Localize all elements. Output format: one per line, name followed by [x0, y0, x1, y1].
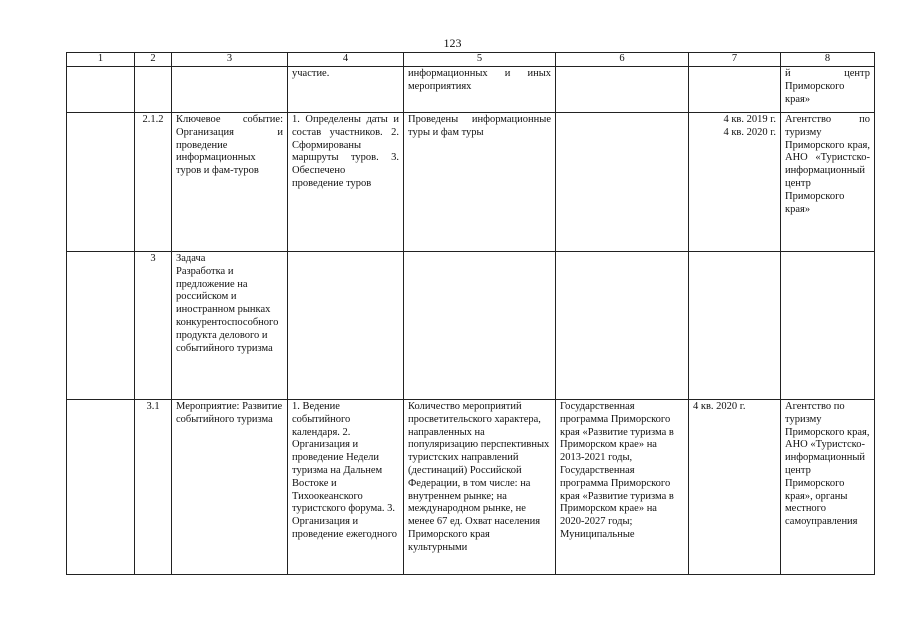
table-cell — [67, 400, 135, 575]
table-cell — [689, 67, 781, 113]
responsible-cell: Агентство по туризму Приморского края, АНО «Туристско-информационный центр Приморского края» — [781, 113, 875, 252]
table-cell — [172, 67, 288, 113]
table-cell: Проведены информационные туры и фам туры — [404, 113, 556, 252]
table-cell: Государственная программа Приморского края «Развитие туризма в Приморском крае» на 2013-2021 годы, Государственная программа Приморского края «Развитие туризма в Приморском крае» на 2020-2027 годы; Муниципальные — [556, 400, 689, 575]
task-text: Разработка и предложение на российском и иностранном рынках конкурентоспособного продукта делового и событийного туризма — [176, 265, 279, 354]
table-cell — [689, 252, 781, 400]
table-cell — [556, 113, 689, 252]
row-number: 3 — [135, 252, 172, 400]
table-row — [67, 67, 875, 113]
event-name: Мероприятие: Развитие событийного туризма — [172, 400, 288, 575]
col-header: 7 — [689, 53, 781, 67]
table-cell — [556, 252, 689, 400]
page-number: 123 — [443, 36, 462, 50]
table-row — [67, 252, 875, 400]
col-header: 5 — [404, 53, 556, 67]
task-label: Задача — [176, 253, 206, 264]
plan-table — [66, 52, 875, 575]
table-cell — [135, 67, 172, 113]
row-number: 3.1 — [135, 400, 172, 575]
table-cell — [288, 252, 404, 400]
table-cell: информационных и иных мероприятиях — [404, 67, 556, 113]
table-cell — [556, 67, 689, 113]
row-number: 2.1.2 — [135, 113, 172, 252]
col-header: 1 — [67, 53, 135, 67]
deadline: 4 кв. 2020 г. — [723, 126, 776, 138]
table-cell: 1. Определены даты и состав участников. 2. Сформированы маршруты туров. 3. Обеспечено проведение туров — [288, 113, 404, 252]
col-header: 4 — [288, 53, 404, 67]
table-cell — [67, 252, 135, 400]
table-cell — [67, 113, 135, 252]
task-cell — [172, 252, 288, 400]
col-header: 3 — [172, 53, 288, 67]
deadline: 4 кв. 2020 г. — [689, 400, 781, 575]
event-name: Ключевое событие: Организация и проведение информационных туров и фам-туров — [172, 113, 288, 252]
table-cell — [404, 252, 556, 400]
col-header: 8 — [781, 53, 875, 67]
table-cell: й центр Приморского края» — [781, 67, 875, 113]
col-header: 6 — [556, 53, 689, 67]
table-row — [67, 400, 875, 575]
table-cell: Количество мероприятий просветительского характера, направленных на популяризацию перспективных туристских направлений (дестинаций) Российской Федерации, в том числе: на внутреннем рынке; на международном рынке, не менее 67 ед. Охват населения Приморского края культурными — [404, 400, 556, 575]
table-cell — [781, 252, 875, 400]
table-row — [67, 113, 875, 252]
deadline: 4 кв. 2019 г. — [723, 114, 776, 125]
header-row — [67, 53, 875, 67]
table-cell: участие. — [288, 67, 404, 113]
deadline-cell — [689, 113, 781, 252]
table-cell — [67, 67, 135, 113]
responsible-cell: Агентство по туризму Приморского края, АНО «Туристско-информационный центр Приморского края», органы местного самоуправления — [781, 400, 875, 575]
col-header: 2 — [135, 53, 172, 67]
table-cell: 1. Ведение событийного календаря. 2. Организация и проведение Недели туризма на Дальнем Востоке и Тихоокеанского туристского форума. 3. Организация и проведение ежегодного — [288, 400, 404, 575]
